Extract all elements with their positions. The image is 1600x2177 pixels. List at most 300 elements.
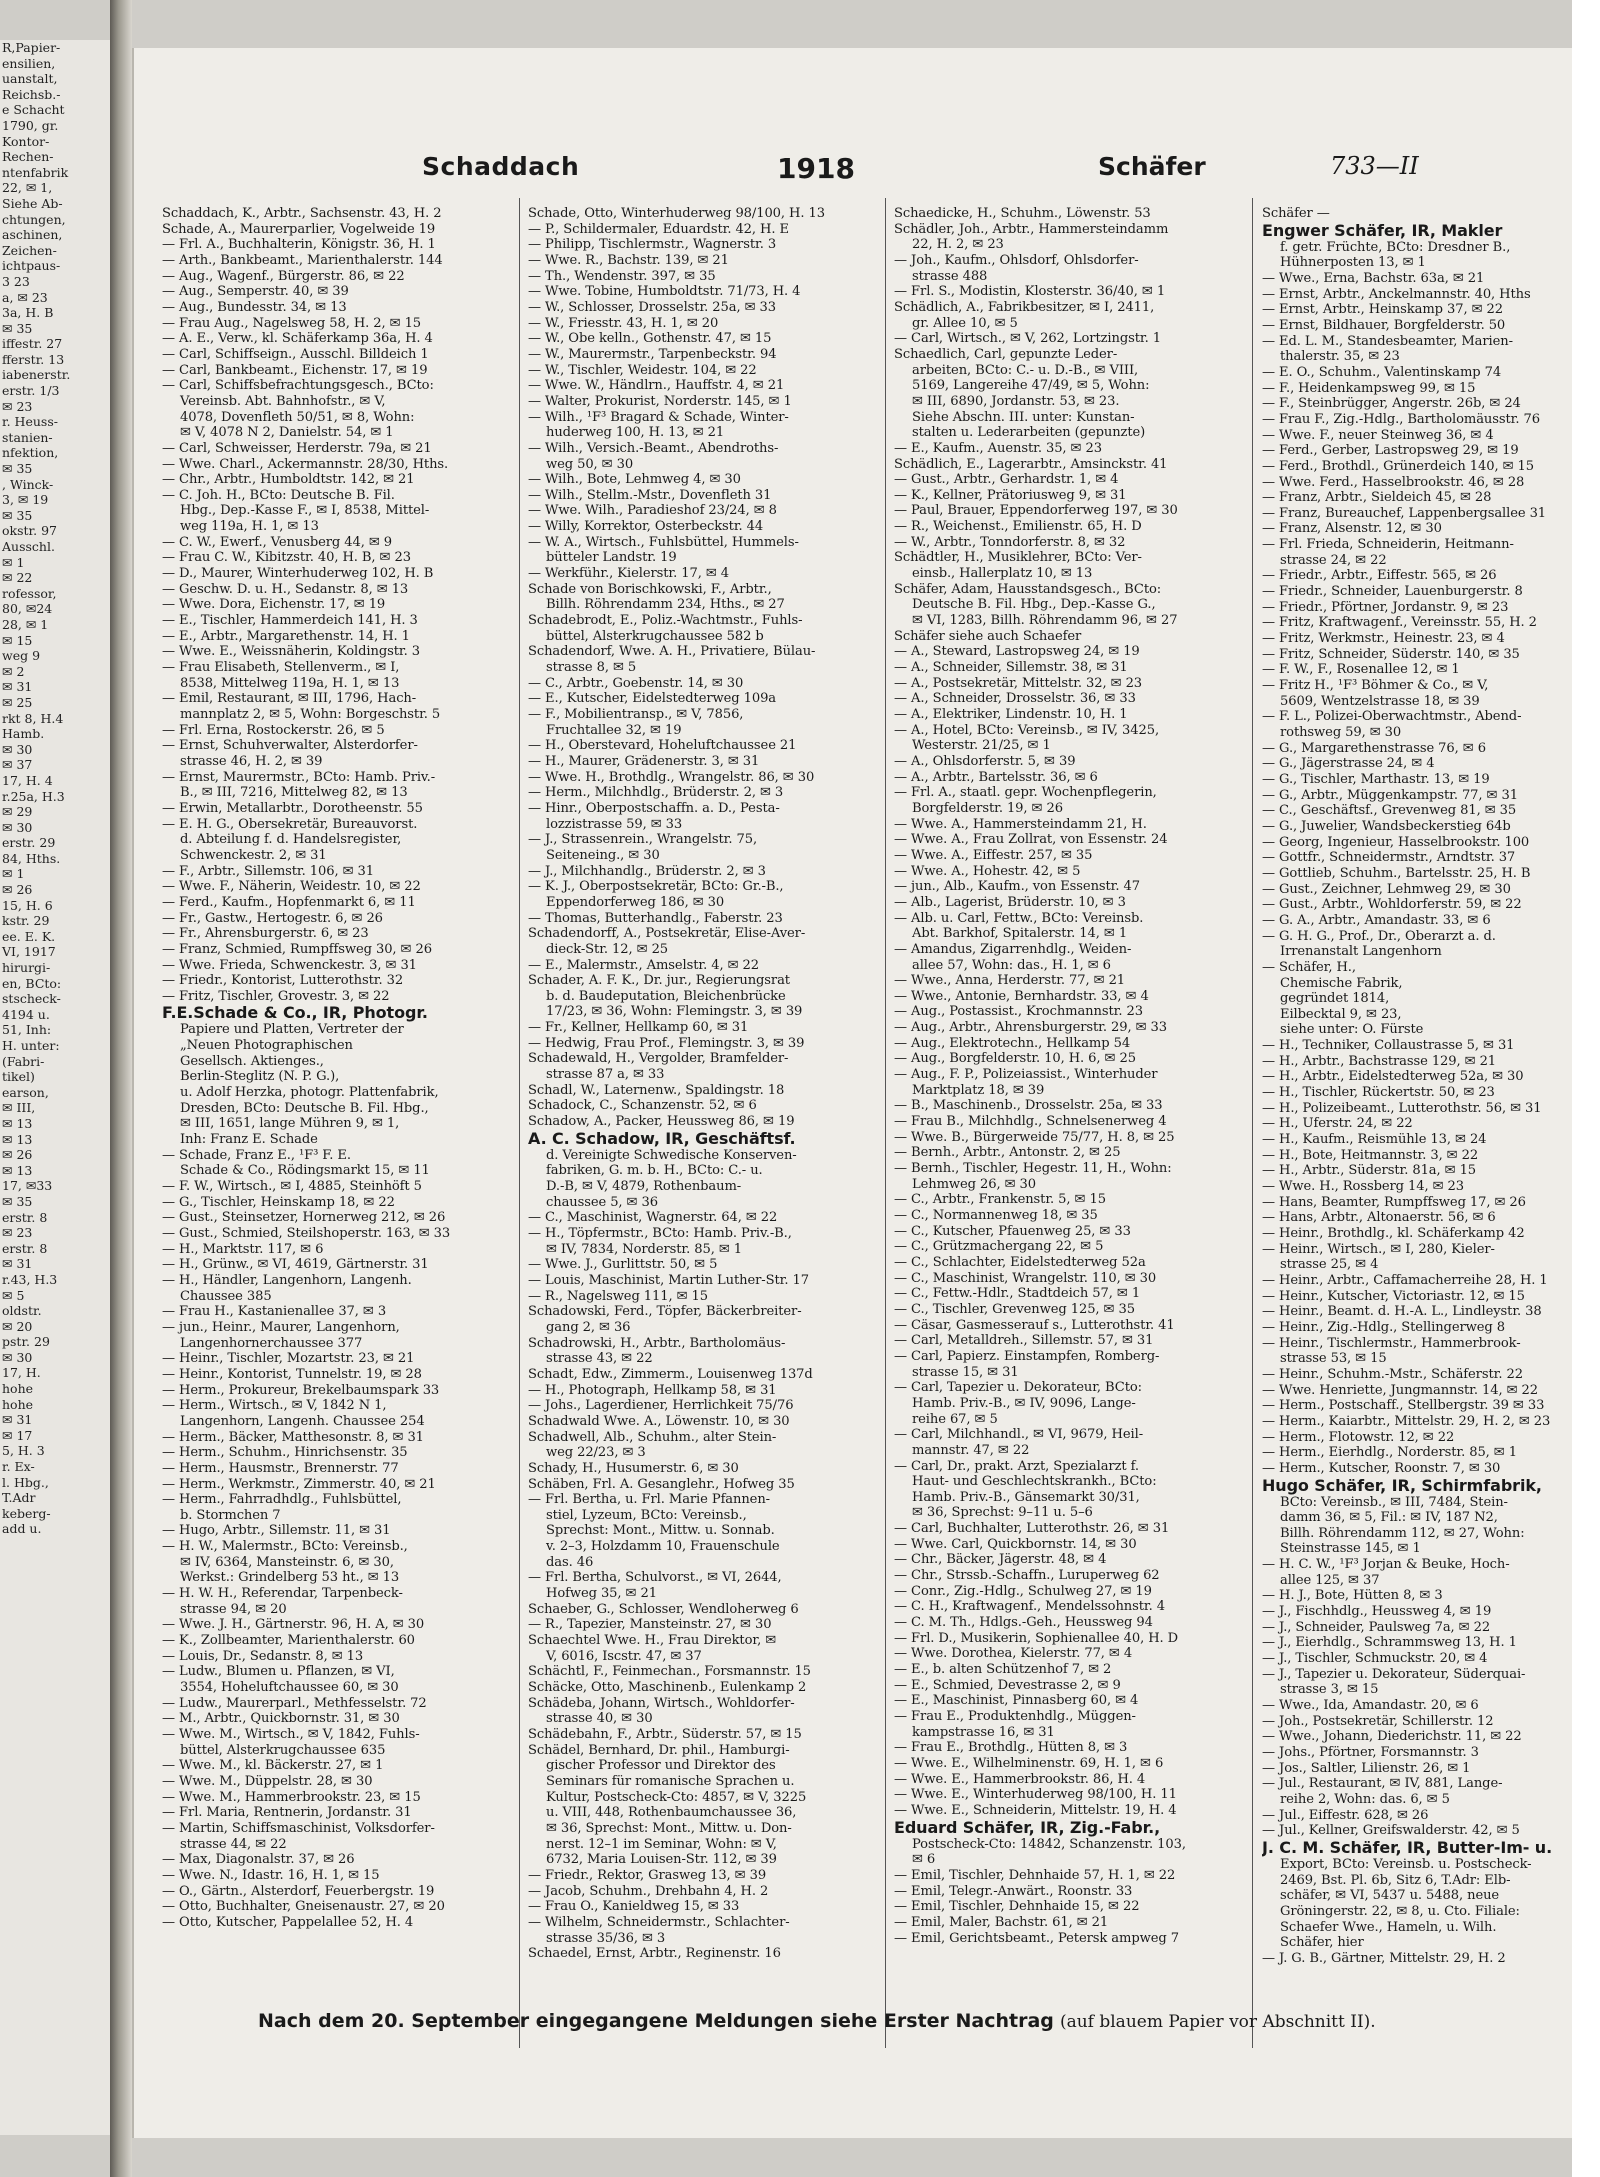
directory-entry-line: — G., Margarethenstrasse 76, ✉ 6 bbox=[1262, 740, 1486, 756]
directory-entry-line: — K., Zollbeamter, Marienthalerstr. 60 bbox=[162, 1633, 415, 1649]
directory-entry-line: Marktplatz 18, ✉ 39 bbox=[912, 1082, 1045, 1098]
directory-entry-line: ✉ III, 1651, lange Mühren 9, ✉ 1, bbox=[180, 1116, 400, 1132]
directory-entry-line: arbeiten, BCto: C.- u. D.-B., ✉ VIII, bbox=[912, 362, 1139, 378]
directory-entry-line: — Wwe. Charl., Ackermannstr. 28/30, Hths. bbox=[162, 456, 449, 472]
directory-entry-line: Eppendorferweg 186, ✉ 30 bbox=[546, 894, 725, 910]
left-page-line: ✉ 1 bbox=[2, 554, 25, 570]
directory-entry-line: — J., Fischhdlg., Heussweg 4, ✉ 19 bbox=[1262, 1604, 1492, 1620]
directory-entry-line: Chaussee 385 bbox=[180, 1288, 272, 1304]
directory-entry-line: — Louis, Maschinist, Martin Luther-Str. 17 bbox=[528, 1272, 809, 1288]
directory-entry-line: — Heinr., Tischler, Mozartstr. 23, ✉ 21 bbox=[162, 1351, 415, 1367]
directory-entry-line: — E., Kutscher, Eidelstedterweg 109a bbox=[528, 691, 777, 707]
directory-entry-line: b. Stormchen 7 bbox=[180, 1507, 281, 1523]
directory-entry-line: ✉ IV, 7834, Norderstr. 85, ✉ 1 bbox=[546, 1241, 743, 1257]
left-page-line: Ausschl. bbox=[2, 539, 55, 554]
directory-entry-line: — Wwe. F., neuer Steinweg 36, ✉ 4 bbox=[1262, 427, 1494, 443]
directory-entry-line: Engwer Schäfer, IR, Makler bbox=[1262, 221, 1503, 240]
left-page-line: erstr. 1/3 bbox=[2, 383, 60, 399]
directory-entry-line: Schaddach, K., Arbtr., Sachsenstr. 43, H. 2 bbox=[162, 206, 442, 221]
directory-entry-line: — C., Kutscher, Pfauenweg 25, ✉ 33 bbox=[894, 1223, 1131, 1239]
left-page-line: 5, H. 3 bbox=[2, 1443, 45, 1459]
directory-entry-line: — Bernh., Arbtr., Antonstr. 2, ✉ 25 bbox=[894, 1145, 1121, 1161]
left-page-line: Zeichen- bbox=[2, 242, 57, 258]
column-rule bbox=[885, 198, 886, 2048]
left-page-line: ensilien, bbox=[2, 55, 56, 71]
directory-entry-line: — Fritz, Schneider, Süderstr. 140, ✉ 35 bbox=[1262, 646, 1520, 662]
directory-entry-line: — Wilh., Versich.-Beamt., Abendroths- bbox=[528, 440, 779, 456]
directory-entry-line: — Wwe., Ida, Amandastr. 20, ✉ 6 bbox=[1262, 1698, 1479, 1714]
directory-entry-line: stiel, Lyzeum, BCto: Vereinsb., bbox=[546, 1507, 747, 1523]
directory-entry-line: — G., Tischler, Heinskamp 18, ✉ 22 bbox=[162, 1194, 395, 1210]
directory-entry-line: das. 46 bbox=[546, 1554, 594, 1570]
directory-entry-line: fabriken, G. m. b. H., BCto: C.- u. bbox=[546, 1163, 763, 1179]
directory-entry-line: gischer Professor und Direktor des bbox=[546, 1758, 776, 1774]
header-left-keyword: Schaddach bbox=[422, 152, 580, 181]
column-1 bbox=[162, 206, 509, 2046]
directory-entry-line: — Carl, Schweisser, Herderstr. 79a, ✉ 21 bbox=[162, 440, 432, 456]
directory-entry-line: Schadt, Edw., Zimmerm., Louisenweg 137d bbox=[528, 1366, 813, 1382]
left-page-line: ✉ 35 bbox=[2, 320, 33, 336]
left-page-line: 3a, H. B bbox=[2, 305, 54, 321]
directory-entry-line: — Frau H., Kastanienallee 37, ✉ 3 bbox=[162, 1304, 387, 1320]
left-page-line: 22, ✉ 1, bbox=[2, 180, 53, 196]
directory-entry-line: Schade & Co., Rödingsmarkt 15, ✉ 11 bbox=[180, 1163, 430, 1179]
directory-entry-line: — W., Arbtr., Tonndorferstr. 8, ✉ 32 bbox=[894, 534, 1126, 550]
directory-entry-line: — Frl. D., Musikerin, Sophienallee 40, H. D bbox=[894, 1630, 1179, 1646]
directory-entry-line: — Frl. A., Buchhalterin, Königstr. 36, H. 1 bbox=[162, 237, 436, 253]
directory-entry-line: büttel, Alsterkrugchaussee 582 b bbox=[546, 628, 764, 644]
left-page-line: ✉ 5 bbox=[2, 1287, 25, 1303]
directory-entry-line: — Carl, Schiffseign., Ausschl. Billdeich 1 bbox=[162, 346, 429, 362]
directory-entry-line: ✉ 36, Sprechst: 9–11 u. 5–6 bbox=[912, 1505, 1093, 1521]
directory-entry-line: — H. C. W., ¹F³ Jorjan & Beuke, Hoch- bbox=[1262, 1557, 1510, 1573]
left-page-line: ✉ 30 bbox=[2, 1349, 33, 1365]
directory-entry-line: Seminars für romanische Sprachen u. bbox=[546, 1773, 795, 1789]
directory-entry-line: — C., Maschinist, Wrangelstr. 110, ✉ 30 bbox=[894, 1270, 1157, 1286]
directory-entry-line: — Aug., Semperstr. 40, ✉ 39 bbox=[162, 284, 349, 300]
directory-entry-line: Lehmweg 26, ✉ 30 bbox=[912, 1176, 1036, 1192]
directory-entry-line: — Fritz, Tischler, Grovestr. 3, ✉ 22 bbox=[162, 988, 390, 1004]
directory-entry-line: — Carl, Milchhandl., ✉ VI, 9679, Heil- bbox=[894, 1427, 1144, 1443]
directory-entry-line: Schade, A., Maurerparlier, Vogelweide 19 bbox=[162, 221, 436, 237]
directory-entry-line: — Wilh., Stellm.-Mstr., Dovenfleth 31 bbox=[528, 487, 772, 503]
directory-entry-line: büttel, Alsterkrugchaussee 635 bbox=[180, 1742, 386, 1758]
left-page-line: okstr. 97 bbox=[2, 523, 57, 539]
directory-entry-line: — Carl, Papierz. Einstampfen, Romberg- bbox=[894, 1348, 1160, 1364]
directory-entry-line: — Carl, Schiffsbefrachtungsgesch., BCto: bbox=[162, 378, 434, 394]
directory-entry-line: strasse 94, ✉ 20 bbox=[180, 1601, 287, 1617]
column-rule bbox=[1252, 198, 1253, 2048]
directory-entry-line: strasse 44, ✉ 22 bbox=[180, 1836, 287, 1852]
directory-entry-line: — Fr., Ahrensburgerstr. 6, ✉ 23 bbox=[162, 926, 369, 942]
left-page-line: stanien- bbox=[2, 429, 53, 445]
directory-entry-line: — R., Tapezier, Mansteinstr. 27, ✉ 30 bbox=[528, 1617, 772, 1633]
left-page-fragment bbox=[0, 40, 112, 2135]
left-page-line: 84, Hths. bbox=[2, 850, 61, 866]
directory-entry-line: gr. Allee 10, ✉ 5 bbox=[912, 315, 1018, 331]
directory-entry-line: allee 125, ✉ 37 bbox=[1280, 1572, 1380, 1588]
directory-entry-line: — Gottlieb, Schuhm., Bartelsstr. 25, H. B bbox=[1262, 865, 1531, 881]
directory-entry-line: — Chr., Strssb.-Schaffn., Luruperweg 62 bbox=[894, 1568, 1160, 1584]
directory-entry-line: — Emil, Restaurant, ✉ III, 1796, Hach- bbox=[162, 691, 417, 707]
directory-entry-line: strasse 46, H. 2, ✉ 39 bbox=[180, 753, 323, 769]
directory-entry-line: Schäfer — bbox=[1262, 206, 1330, 221]
directory-entry-line: — H., Töpfermstr., BCto: Hamb. Priv.-B., bbox=[528, 1226, 792, 1241]
directory-entry-line: — Ed. L. M., Standesbeamter, Marien- bbox=[1262, 333, 1513, 349]
directory-entry-line: siehe unter: O. Fürste bbox=[1280, 1022, 1424, 1038]
left-page-line: ✉ 22 bbox=[2, 570, 33, 586]
directory-entry-line: weg 119a, H. 1, ✉ 13 bbox=[180, 519, 319, 535]
directory-entry-line: — Wwe. A., Hammersteindamm 21, H. bbox=[894, 816, 1147, 832]
directory-entry-line: Schädlich, A., Fabrikbesitzer, ✉ I, 2411, bbox=[894, 299, 1155, 315]
directory-entry-line: Schadrowski, H., Arbtr., Bartholomäus- bbox=[528, 1335, 786, 1351]
directory-entry-line: — H., Arbtr., Eidelstedterweg 52a, ✉ 30 bbox=[1262, 1069, 1524, 1085]
directory-entry-line: — Willy, Korrektor, Osterbeckstr. 44 bbox=[528, 519, 764, 535]
directory-entry-line: strasse 3, ✉ 15 bbox=[1280, 1682, 1379, 1698]
directory-entry-line: — Fritz H., ¹F³ Böhmer & Co., ✉ V, bbox=[1262, 678, 1489, 694]
directory-entry-line: — Ferd., Gerber, Lastropsweg 29, ✉ 19 bbox=[1262, 443, 1519, 459]
directory-entry-line: — Wilhelm, Schneidermstr., Schlachter- bbox=[528, 1914, 790, 1930]
directory-entry-line: Schadwald Wwe. A., Löwenstr. 10, ✉ 30 bbox=[528, 1413, 790, 1429]
directory-entry-line: Schädtler, H., Musiklehrer, BCto: Ver- bbox=[894, 550, 1142, 566]
directory-entry-line: — C. H., Kraftwagenf., Mendelssohnstr. 4 bbox=[894, 1599, 1165, 1615]
directory-entry-line: — Ernst, Schuhverwalter, Alsterdorfer- bbox=[162, 738, 418, 754]
directory-entry-line: — W., Schlosser, Drosselstr. 25a, ✉ 33 bbox=[528, 299, 776, 315]
left-page-line: r. Heuss- bbox=[2, 414, 58, 430]
directory-entry-line: — Wwe. H., Rossberg 14, ✉ 23 bbox=[1262, 1179, 1464, 1195]
directory-entry-line: strasse 24, ✉ 22 bbox=[1280, 552, 1387, 568]
directory-entry-line: — R., Weichenst., Emilienstr. 65, H. D bbox=[894, 519, 1142, 535]
directory-entry-line: — Frau E., Produktenhdlg., Müggen- bbox=[894, 1709, 1136, 1724]
directory-entry-line: — F., Steinbrügger, Angerstr. 26b, ✉ 24 bbox=[1262, 396, 1521, 412]
directory-entry-line: — Carl, Dr., prakt. Arzt, Spezialarzt f. bbox=[894, 1458, 1139, 1474]
left-page-line: ✉ 31 bbox=[2, 1256, 33, 1272]
directory-entry-line: — C., Grützmachergang 22, ✉ 5 bbox=[894, 1239, 1104, 1255]
left-page-line: ✉ 13 bbox=[2, 1115, 33, 1131]
directory-entry-line: — K. J., Oberpostsekretär, BCto: Gr.-B., bbox=[528, 879, 784, 895]
left-page-line: kstr. 29 bbox=[2, 913, 50, 929]
directory-entry-line: — C., Geschäftsf., Grevenweg 81, ✉ 35 bbox=[1262, 803, 1517, 819]
directory-entry-line: — Gust., Zeichner, Lehmweg 29, ✉ 30 bbox=[1262, 881, 1511, 897]
directory-entry-line: — E., Arbtr., Margarethenstr. 14, H. 1 bbox=[162, 628, 410, 644]
directory-entry-line: — Gust., Schmied, Steilshoperstr. 163, ✉ 33 bbox=[162, 1226, 451, 1241]
directory-entry-line: — Frl. Bertha, Schulvorst., ✉ VI, 2644, bbox=[528, 1570, 782, 1586]
left-page-line: earson, bbox=[2, 1084, 49, 1100]
directory-entry-line: — Franz, Arbtr., Sieldeich 45, ✉ 28 bbox=[1262, 490, 1492, 506]
left-page-line: ✉ 20 bbox=[2, 1318, 33, 1334]
directory-entry-line: Fruchtallee 32, ✉ 19 bbox=[546, 722, 682, 738]
directory-entry-line: — Wwe. E., Weissnäherin, Koldingstr. 3 bbox=[162, 644, 420, 660]
directory-entry-line: Schädler, Joh., Arbtr., Hammersteindamm bbox=[894, 221, 1169, 237]
directory-entry-line: Schadock, C., Schanzenstr. 52, ✉ 6 bbox=[528, 1098, 757, 1114]
left-page-line: ee. E. K. bbox=[2, 928, 56, 944]
directory-entry-line: Schadendorff, A., Postsekretär, Elise-Aver- bbox=[528, 926, 806, 942]
directory-entry-line: Schaedicke, H., Schuhm., Löwenstr. 53 bbox=[894, 206, 1151, 221]
footer-note bbox=[258, 2010, 1458, 2032]
directory-entry-line: weg 50, ✉ 30 bbox=[546, 456, 634, 472]
directory-entry-line: d. Abteilung f. d. Handelsregister, bbox=[180, 832, 402, 848]
directory-entry-line: Schwenckestr. 2, ✉ 31 bbox=[180, 847, 327, 863]
left-page-line: ✉ 2 bbox=[2, 663, 25, 679]
left-page-line: 1790, gr. bbox=[2, 117, 59, 133]
directory-entry-line: — A. E., Verw., kl. Schäferkamp 36a, H. 4 bbox=[162, 331, 433, 347]
directory-entry-line: Export, BCto: Vereinsb. u. Postscheck- bbox=[1280, 1856, 1532, 1872]
directory-entry-line: — P., Schildermaler, Eduardstr. 42, H. E bbox=[528, 221, 789, 237]
directory-entry-line: Schade, Otto, Winterhuderweg 98/100, H. 13 bbox=[528, 206, 825, 221]
left-page-line: keberg- bbox=[2, 1505, 51, 1521]
directory-entry-line: — H., Marktstr. 117, ✉ 6 bbox=[162, 1241, 324, 1257]
directory-entry-line: — M., Arbtr., Quickbornstr. 31, ✉ 30 bbox=[162, 1711, 400, 1727]
directory-entry-line: — F., Heidenkampsweg 99, ✉ 15 bbox=[1262, 380, 1476, 396]
left-page-line: Siehe Ab- bbox=[2, 195, 63, 211]
directory-entry-line: stalten u. Lederarbeiten (gepunzte) bbox=[912, 425, 1146, 441]
directory-entry-line: — E. O., Schuhm., Valentinskamp 74 bbox=[1262, 364, 1502, 380]
directory-entry-line: — Gust., Arbtr., Gerhardstr. 1, ✉ 4 bbox=[894, 472, 1119, 488]
directory-entry-line: — Wwe. A., Frau Zollrat, von Essenstr. 24 bbox=[894, 832, 1168, 848]
directory-entry-line: d. Vereinigte Schwedische Konserven- bbox=[546, 1147, 797, 1163]
directory-entry-line: ✉ 6 bbox=[912, 1852, 936, 1868]
directory-entry-line: — H., Arbtr., Süderstr. 81a, ✉ 15 bbox=[1262, 1163, 1477, 1179]
directory-entry-line: chaussee 5, ✉ 36 bbox=[546, 1194, 658, 1210]
directory-entry-line: Papiere und Platten, Vertreter der bbox=[180, 1022, 404, 1038]
directory-entry-line: weg 22/23, ✉ 3 bbox=[546, 1445, 646, 1461]
left-page-line: ✉ 1 bbox=[2, 866, 25, 882]
directory-entry-line: Schädel, Bernhard, Dr. phil., Hamburgi- bbox=[528, 1742, 790, 1758]
directory-entry-line: — G. A., Arbtr., Amandastr. 33, ✉ 6 bbox=[1262, 912, 1491, 928]
directory-entry-line: Schadowski, Ferd., Töpfer, Bäckerbreiter- bbox=[528, 1304, 802, 1320]
left-page-line: 17, H. 4 bbox=[2, 772, 53, 788]
left-page-line: ✉ III, bbox=[2, 1100, 36, 1116]
directory-entry-line: — Wwe. N., Idastr. 16, H. 1, ✉ 15 bbox=[162, 1867, 380, 1883]
directory-entry-line: — Erwin, Metallarbtr., Dorotheenstr. 55 bbox=[162, 800, 423, 816]
directory-entry-line: — Otto, Kutscher, Pappelallee 52, H. 4 bbox=[162, 1914, 414, 1930]
column-4 bbox=[1262, 206, 1562, 2046]
left-page-line: 28, ✉ 1 bbox=[2, 616, 49, 632]
directory-entry-line: — J., Strassenrein., Wrangelstr. 75, bbox=[528, 832, 758, 848]
directory-entry-line: — Wwe. M., Wirtsch., ✉ V, 1842, Fuhls- bbox=[162, 1727, 420, 1742]
directory-entry-line: — H. W. H., Referendar, Tarpenbeck- bbox=[162, 1586, 403, 1602]
directory-entry-line: Schädlich, E., Lagerarbtr., Amsinckstr. 41 bbox=[894, 456, 1168, 472]
directory-entry-line: — Ludw., Blumen u. Pflanzen, ✉ VI, bbox=[162, 1664, 395, 1680]
left-page-line: ✉ 35 bbox=[2, 461, 33, 477]
directory-entry-line: Borgfelderstr. 19, ✉ 26 bbox=[912, 800, 1063, 816]
directory-entry-line: b. d. Baudeputation, Bleichenbrücke bbox=[546, 988, 786, 1004]
directory-entry-line: — Ernst, Arbtr., Anckelmannstr. 40, Hths bbox=[1262, 286, 1531, 302]
left-page-line: tikel) bbox=[2, 1069, 35, 1085]
page-header bbox=[132, 146, 1572, 190]
directory-entry-line: — Wwe. B., Bürgerweide 75/77, H. 8, ✉ 25 bbox=[894, 1129, 1175, 1145]
directory-entry-line: — H., Tischler, Rückertstr. 50, ✉ 23 bbox=[1262, 1085, 1495, 1101]
directory-entry-line: reihe 2, Wohn: das. 6, ✉ 5 bbox=[1280, 1791, 1450, 1807]
column-2 bbox=[528, 206, 875, 2046]
directory-entry-line: — Franz, Schmied, Rumpffsweg 30, ✉ 26 bbox=[162, 941, 432, 957]
directory-entry-line: Schade von Borischkowski, F., Arbtr., bbox=[528, 581, 772, 597]
directory-entry-line: — C., Fettw.-Hdlr., Stadtdeich 57, ✉ 1 bbox=[894, 1286, 1141, 1302]
directory-entry-line: — Frau B., Milchhdlg., Schnelsenerweg 4 bbox=[894, 1114, 1167, 1130]
directory-entry-line: — Fr., Gastw., Hertogestr. 6, ✉ 26 bbox=[162, 910, 383, 926]
left-page-line: (Fabri- bbox=[2, 1053, 45, 1069]
directory-entry-line: — Johs., Pförtner, Forsmannstr. 3 bbox=[1262, 1745, 1479, 1760]
directory-entry-line: — Wilh., ¹F³ Bragard & Schade, Winter- bbox=[528, 409, 789, 425]
footer-normal-text: (auf blauem Papier vor Abschnitt II). bbox=[1059, 2012, 1376, 2032]
directory-entry-line: — Jacob, Schuhm., Drehbahn 4, H. 2 bbox=[528, 1883, 769, 1899]
directory-entry-line: Schächtl, F., Feinmechan., Forsmannstr. 15 bbox=[528, 1664, 811, 1680]
directory-entry-line: — Herm., Milchhdlg., Brüderstr. 2, ✉ 3 bbox=[528, 785, 784, 801]
directory-entry-line: — Hugo, Arbtr., Sillemstr. 11, ✉ 31 bbox=[162, 1523, 391, 1539]
left-page-line: e Schacht bbox=[2, 102, 65, 118]
left-page-line: ntenfabrik bbox=[2, 164, 69, 180]
directory-entry-line: — Herm., Postschaff., Stellbergstr. 39 ✉ 33 bbox=[1262, 1398, 1545, 1414]
directory-entry-line: — Aug., Wagenf., Bürgerstr. 86, ✉ 22 bbox=[162, 268, 405, 284]
left-page-line: Rechen- bbox=[2, 149, 54, 165]
directory-entry-line: — Friedr., Pförtner, Jordanstr. 9, ✉ 23 bbox=[1262, 599, 1509, 615]
left-page-line: VI, 1917 bbox=[2, 944, 56, 960]
left-page-line: r.25a, H.3 bbox=[2, 788, 65, 804]
left-page-line: ✉ 31 bbox=[2, 679, 33, 695]
directory-entry-line: — C., Maschinist, Wagnerstr. 64, ✉ 22 bbox=[528, 1210, 778, 1226]
left-page-line: , Winck- bbox=[2, 476, 54, 492]
directory-entry-line: Inh: Franz E. Schade bbox=[180, 1132, 318, 1148]
left-page-line: r. Ex- bbox=[2, 1459, 35, 1475]
directory-entry-line: damm 36, ✉ 5, Fil.: ✉ IV, 187 N2, bbox=[1280, 1510, 1498, 1526]
left-page-line: oldstr. bbox=[2, 1303, 42, 1319]
directory-entry-line: — G. H. G., Prof., Dr., Oberarzt a. d. bbox=[1262, 928, 1496, 944]
directory-entry-line: Schaeber, G., Schlosser, Wendloherweg 6 bbox=[528, 1601, 799, 1617]
left-page-line: ✉ 17 bbox=[2, 1427, 33, 1443]
directory-entry-line: — Wwe. E., Wilhelminenstr. 69, H. 1, ✉ 6 bbox=[894, 1755, 1164, 1771]
left-page-line: ✉ 23 bbox=[2, 398, 33, 414]
directory-entry-line: — Herm., Eierhdlg., Norderstr. 85, ✉ 1 bbox=[1262, 1445, 1517, 1461]
directory-entry-line: — Walter, Prokurist, Norderstr. 145, ✉ 1 bbox=[528, 393, 792, 409]
directory-entry-line: — Herm., Fahrradhdlg., Fuhlsbüttel, bbox=[162, 1492, 402, 1508]
directory-entry-line: — Louis, Dr., Sedanstr. 8, ✉ 13 bbox=[162, 1648, 364, 1664]
directory-entry-line: ✉ VI, 1283, Billh. Röhrendamm 96, ✉ 27 bbox=[912, 613, 1178, 629]
directory-entry-line: — Ferd., Brothdl., Grünerdeich 140, ✉ 15 bbox=[1262, 458, 1534, 474]
directory-entry-line: — Chr., Arbtr., Humboldtstr. 142, ✉ 21 bbox=[162, 472, 415, 488]
left-page-line: l. Hbg., bbox=[2, 1474, 49, 1490]
directory-entry-line: — Emil, Tischler, Dehnhaide 57, H. 1, ✉ 22 bbox=[894, 1867, 1176, 1883]
directory-entry-line: — Hinr., Oberpostschaffn. a. D., Pesta- bbox=[528, 800, 780, 816]
directory-entry-line: Siehe Abschn. III. unter: Kunstan- bbox=[912, 409, 1135, 425]
directory-entry-line: Schadendorf, Wwe. A. H., Privatiere, Bülau- bbox=[528, 644, 816, 660]
directory-entry-line: — Friedr., Kontorist, Lutterothstr. 32 bbox=[162, 973, 404, 989]
directory-entry-line: — H., Kaufm., Reismühle 13, ✉ 24 bbox=[1262, 1132, 1487, 1148]
directory-entry-line: f. getr. Früchte, BCto: Dresdner B., bbox=[1280, 239, 1511, 255]
directory-entry-line: — Emil, Telegr.-Anwärt., Roonstr. 33 bbox=[894, 1883, 1133, 1899]
directory-entry-line: — Gust., Steinsetzer, Hornerweg 212, ✉ 26 bbox=[162, 1210, 446, 1226]
directory-entry-line: — Heinr., Kutscher, Victoriastr. 12, ✉ 15 bbox=[1262, 1288, 1525, 1304]
directory-entry-line: — Wwe. W., Händlrn., Hauffstr. 4, ✉ 21 bbox=[528, 378, 785, 394]
directory-entry-line: — Wwe. Dora, Eichenstr. 17, ✉ 19 bbox=[162, 597, 386, 613]
directory-entry-line: — H., Bote, Heitmannstr. 3, ✉ 22 bbox=[1262, 1147, 1479, 1163]
left-page-line: fferstr. 13 bbox=[2, 351, 65, 367]
directory-entry-line: — Wwe., Anna, Herderstr. 77, ✉ 21 bbox=[894, 973, 1126, 989]
directory-entry-line: mannstr. 47, ✉ 22 bbox=[912, 1442, 1030, 1458]
directory-entry-line: — H., Photograph, Hellkamp 58, ✉ 31 bbox=[528, 1382, 777, 1398]
directory-entry-line: — jun., Alb., Kaufm., von Essenstr. 47 bbox=[894, 879, 1140, 895]
directory-entry-line: — jun., Heinr., Maurer, Langenhorn, bbox=[162, 1319, 400, 1335]
directory-entry-line: — Herm., Kaiarbtr., Mittelstr. 29, H. 2, ✉ 23 bbox=[1262, 1413, 1551, 1429]
directory-entry-line: — W., Maurermstr., Tarpenbeckstr. 94 bbox=[528, 346, 777, 362]
directory-entry-line: — Wwe., Erna, Bachstr. 63a, ✉ 21 bbox=[1262, 270, 1485, 286]
directory-entry-line: Schaedel, Ernst, Arbtr., Reginenstr. 16 bbox=[528, 1946, 781, 1962]
directory-entry-line: — Herm., Bäcker, Matthesonstr. 8, ✉ 31 bbox=[162, 1429, 424, 1445]
directory-entry-line: mannplatz 2, ✉ 5, Wohn: Borgeschstr. 5 bbox=[180, 707, 441, 722]
directory-entry-line: — Joh., Postsekretär, Schillerstr. 12 bbox=[1262, 1713, 1494, 1729]
left-page-line: ✉ 30 bbox=[2, 819, 33, 835]
directory-entry-line: — Wwe. E., Schneiderin, Mittelstr. 19, H. 4 bbox=[894, 1802, 1177, 1818]
directory-entry-line: — Herm., Hausmstr., Brennerstr. 77 bbox=[162, 1460, 399, 1476]
directory-entry-line: — Wwe. R., Bachstr. 139, ✉ 21 bbox=[528, 252, 729, 268]
directory-entry-line: — C. Joh. H., BCto: Deutsche B. Fil. bbox=[162, 487, 395, 503]
directory-entry-line: A. C. Schadow, IR, Geschäftsf. bbox=[528, 1129, 796, 1148]
directory-entry-line: Schäfer siehe auch Schaefer bbox=[894, 628, 1082, 644]
left-page-line: ✉ 23 bbox=[2, 1225, 33, 1241]
directory-entry-line: — Wwe., Johann, Diederichstr. 11, ✉ 22 bbox=[1262, 1729, 1522, 1745]
directory-entry-line: — Wwe. Henriette, Jungmannstr. 14, ✉ 22 bbox=[1262, 1382, 1538, 1398]
directory-entry-line: — Heinr., Zig.-Hdlg., Stellingerweg 8 bbox=[1262, 1319, 1505, 1335]
directory-entry-line: Irrenanstalt Langenhorn bbox=[1280, 944, 1442, 960]
left-page-line: iffestr. 27 bbox=[2, 336, 63, 352]
directory-entry-line: — J., Schneider, Paulsweg 7a, ✉ 22 bbox=[1262, 1619, 1491, 1635]
directory-entry-line: — Alb. u. Carl, Fettw., BCto: Vereinsb. bbox=[894, 910, 1144, 926]
directory-entry-line: ✉ III, 6890, Jordanstr. 53, ✉ 23. bbox=[912, 393, 1120, 409]
directory-entry-line: — Otto, Buchhalter, Gneisenaustr. 27, ✉ 20 bbox=[162, 1899, 445, 1915]
directory-entry-line: huderweg 100, H. 13, ✉ 21 bbox=[546, 425, 725, 441]
directory-entry-line: — A., Arbtr., Bartelsstr. 36, ✉ 6 bbox=[894, 769, 1098, 785]
directory-entry-line: — H., Arbtr., Bachstrasse 129, ✉ 21 bbox=[1262, 1053, 1497, 1069]
directory-entry-line: Chemische Fabrik, bbox=[1280, 975, 1403, 991]
directory-entry-line: — Gust., Arbtr., Wohldorferstr. 59, ✉ 22 bbox=[1262, 897, 1522, 913]
directory-entry-line: — Wilh., Bote, Lehmweg 4, ✉ 30 bbox=[528, 472, 741, 488]
directory-entry-line: — Carl, Metalldreh., Sillemstr. 57, ✉ 31 bbox=[894, 1333, 1154, 1349]
directory-entry-line: — Wwe., Antonie, Bernhardstr. 33, ✉ 4 bbox=[894, 988, 1149, 1004]
directory-entry-line: Sprechst: Mont., Mittw. u. Sonnab. bbox=[546, 1523, 775, 1539]
directory-entry-line: — Frl. Erna, Rostockerstr. 26, ✉ 5 bbox=[162, 722, 385, 738]
directory-entry-line: — F. W., Wirtsch., ✉ I, 4885, Steinhöft 5 bbox=[162, 1179, 422, 1195]
directory-entry-line: — H. W., Malermstr., BCto: Vereinsb., bbox=[162, 1539, 408, 1555]
directory-entry-line: — Frau O., Kanieldweg 15, ✉ 33 bbox=[528, 1899, 740, 1915]
directory-entry-line: — G., Tischler, Marthastr. 13, ✉ 19 bbox=[1262, 771, 1490, 787]
directory-entry-line: Schadwell, Alb., Schuhm., alter Stein- bbox=[528, 1429, 777, 1445]
directory-entry-line: — C. M. Th., Hdlgs.-Geh., Heussweg 94 bbox=[894, 1615, 1153, 1631]
scan-edge bbox=[1572, 0, 1600, 2177]
directory-entry-line: — Emil, Maler, Bachstr. 61, ✉ 21 bbox=[894, 1914, 1109, 1930]
directory-entry-line: Haut- und Geschlechtskrankh., BCto: bbox=[912, 1474, 1157, 1490]
directory-entry-line: Abt. Barkhof, Spitalerstr. 14, ✉ 1 bbox=[912, 926, 1128, 942]
directory-entry-line: Hugo Schäfer, IR, Schirmfabrik, bbox=[1262, 1476, 1542, 1495]
left-page-line: hirurgi- bbox=[2, 960, 51, 976]
directory-entry-line: strasse 25, ✉ 4 bbox=[1280, 1257, 1379, 1273]
directory-entry-line: — Bernh., Tischler, Hegestr. 11, H., Wohn: bbox=[894, 1161, 1172, 1177]
left-page-line: Kontor- bbox=[2, 133, 50, 149]
directory-entry-line: Berlin-Steglitz (N. P. G.), bbox=[180, 1069, 340, 1085]
directory-entry-line: — Frau Elisabeth, Stellenverm., ✉ I, bbox=[162, 660, 400, 676]
page-number: 733—II bbox=[1330, 152, 1419, 180]
directory-entry-line: Deutsche B. Fil. Hbg., Dep.-Kasse G., bbox=[912, 597, 1156, 613]
directory-entry-line: — Th., Wendenstr. 397, ✉ 35 bbox=[528, 268, 716, 284]
left-page-line: erstr. 8 bbox=[2, 1240, 48, 1256]
directory-entry-line: Schäfer, Adam, Hausstandsgesch., BCto: bbox=[894, 581, 1162, 597]
directory-entry-line: Kultur, Postscheck-Cto: 4857, ✉ V, 3225 bbox=[546, 1789, 807, 1805]
directory-entry-line: — Carl, Tapezier u. Dekorateur, BCto: bbox=[894, 1380, 1142, 1396]
directory-entry-line: — E., Schmied, Devestrasse 2, ✉ 9 bbox=[894, 1677, 1121, 1693]
directory-entry-line: — Arth., Bankbeamt., Marienthalerstr. 144 bbox=[162, 252, 443, 268]
column-3 bbox=[894, 206, 1241, 2046]
directory-entry-line: — Geschw. D. u. H., Sedanstr. 8, ✉ 13 bbox=[162, 581, 409, 597]
directory-entry-line: strasse 488 bbox=[912, 268, 988, 284]
directory-entry-line: — Wwe. Tobine, Humboldtstr. 71/73, H. 4 bbox=[528, 284, 801, 300]
